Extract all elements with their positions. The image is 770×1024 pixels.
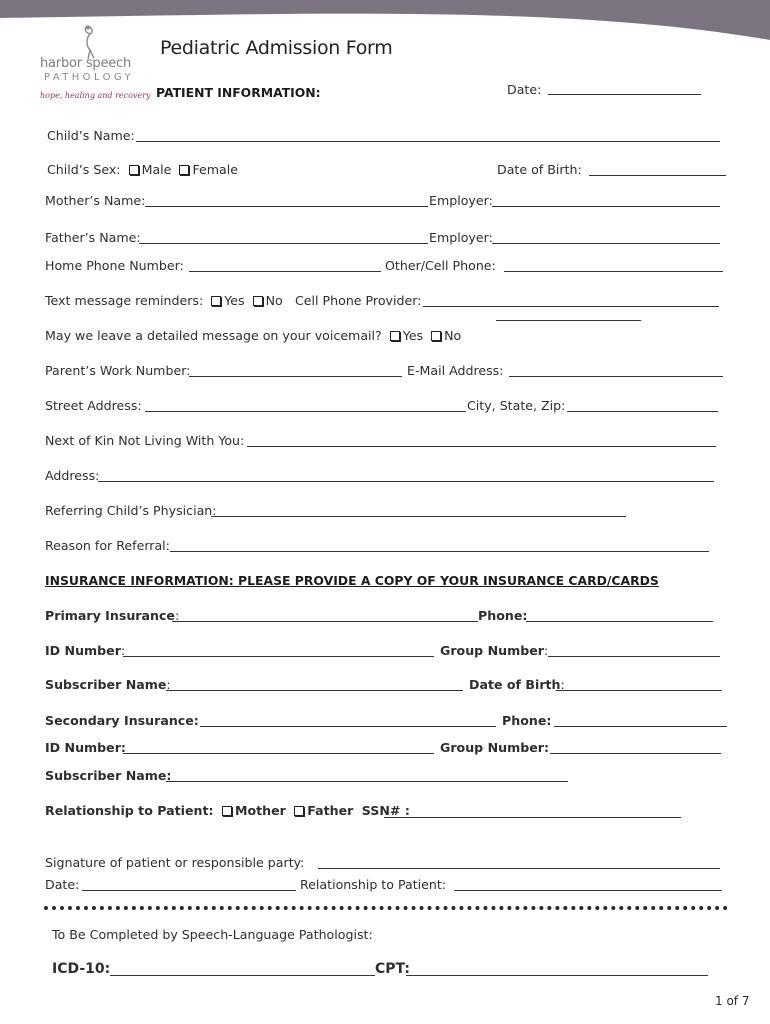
other-phone-field[interactable] <box>504 271 723 272</box>
primary-insurance-label: Primary Insurance <box>45 608 175 623</box>
voicemail-label: May we leave a detailed message on your voicemail? <box>45 328 382 343</box>
mother-name-label: Mother’s Name: <box>45 193 146 208</box>
city-label: City, State, Zip: <box>467 398 566 413</box>
dob-field[interactable] <box>589 175 726 176</box>
home-phone-label: Home Phone Number: <box>45 258 184 273</box>
voicemail-yes-label: Yes <box>402 328 424 343</box>
cell-provider-field[interactable] <box>423 306 719 307</box>
logo-tagline: hope, healing and recovery <box>40 91 151 100</box>
primary-insurance-row <box>45 608 179 624</box>
id-number-2-field[interactable] <box>123 753 434 754</box>
signature-relationship-field[interactable] <box>454 890 722 891</box>
secondary-phone-field[interactable] <box>554 726 727 727</box>
female-checkbox[interactable] <box>179 165 189 175</box>
voicemail-yes-checkbox[interactable] <box>390 331 400 341</box>
male-label: Male <box>141 162 172 177</box>
date-label: Date: <box>507 82 542 97</box>
text-reminders-label: Text message reminders: <box>45 293 204 308</box>
email-label: E-Mail Address: <box>407 363 504 378</box>
signature-label: Signature of patient or responsible party: <box>45 855 305 870</box>
email-field[interactable] <box>509 376 723 377</box>
text-no-label: No <box>265 293 283 308</box>
voicemail-no-label: No <box>444 328 462 343</box>
next-of-kin-field[interactable] <box>247 446 716 447</box>
female-label: Female <box>192 162 238 177</box>
secondary-phone-label: Phone: <box>502 713 552 728</box>
street-label: Street Address: <box>45 398 142 413</box>
sub-dob-row <box>469 677 565 693</box>
city-field[interactable] <box>567 411 718 412</box>
dotted-divider <box>44 906 728 910</box>
relationship-row <box>45 803 410 819</box>
ssn-field[interactable] <box>384 817 681 818</box>
street-field[interactable] <box>145 411 466 412</box>
child-name-label: Child’s Name: <box>47 128 135 143</box>
page-title: Pediatric Admission Form <box>160 37 393 59</box>
father-name-field[interactable] <box>139 243 428 244</box>
secondary-insurance-field[interactable] <box>200 726 496 727</box>
father-name-label: Father’s Name: <box>45 230 141 245</box>
company-logo <box>40 24 151 106</box>
subscriber-label: Subscriber Name <box>45 677 167 692</box>
logo-subtitle: PATHOLOGY <box>44 72 134 83</box>
address-label: Address: <box>45 468 100 483</box>
primary-phone-field[interactable] <box>526 621 713 622</box>
subscriber-2-field[interactable] <box>166 781 568 782</box>
child-sex-label: Child’s Sex: <box>47 162 121 177</box>
id-number-2-label: ID Number: <box>45 740 126 755</box>
next-of-kin-label: Next of Kin Not Living With You: <box>45 433 245 448</box>
child-sex-row <box>47 162 238 178</box>
logo-wordmark: harbor speech <box>40 56 132 71</box>
date-field[interactable] <box>548 94 701 95</box>
cell-provider-label: Cell Phone Provider: <box>295 293 422 308</box>
text-reminders-row <box>45 293 283 309</box>
id-number-row <box>45 643 125 659</box>
id-number-label: ID Number <box>45 643 121 658</box>
ssn-label: SSN# : <box>361 803 410 818</box>
signature-field[interactable] <box>318 868 720 869</box>
insurance-heading: INSURANCE INFORMATION: PLEASE PROVIDE A COPY OF YOUR INSURANCE CARD/CARDS <box>45 573 659 588</box>
slp-heading: To Be Completed by Speech-Language Pathologist: <box>52 927 373 942</box>
sub-dob-label: Date of Birth <box>469 677 561 692</box>
reason-label: Reason for Referral: <box>45 538 170 553</box>
group-number-2-label: Group Number: <box>440 740 549 755</box>
sub-dob-field[interactable] <box>556 690 722 691</box>
id-number-colon: : <box>120 643 126 658</box>
reason-field[interactable] <box>170 551 709 552</box>
home-phone-field[interactable] <box>189 271 381 272</box>
parent-work-label: Parent’s Work Number: <box>45 363 191 378</box>
dob-label: Date of Birth: <box>497 162 582 177</box>
voicemail-no-checkbox[interactable] <box>431 331 441 341</box>
signature-date-label: Date: <box>45 877 80 892</box>
group-number-label: Group Number <box>440 643 544 658</box>
text-no-checkbox[interactable] <box>253 296 263 306</box>
primary-insurance-field[interactable] <box>172 621 478 622</box>
male-checkbox[interactable] <box>129 165 139 175</box>
primary-insurance-colon: : <box>174 608 180 623</box>
page-number: 1 of 7 <box>715 994 750 1008</box>
parent-work-field[interactable] <box>189 376 402 377</box>
subscriber-field[interactable] <box>166 690 463 691</box>
signature-date-field[interactable] <box>82 890 296 891</box>
father-employer-label: Employer: <box>429 230 493 245</box>
heron-icon <box>78 24 106 60</box>
cell-provider-field-2[interactable] <box>496 320 641 321</box>
signature-relationship-label: Relationship to Patient: <box>300 877 447 892</box>
group-number-colon: : <box>543 643 549 658</box>
group-number-row <box>440 643 548 659</box>
patient-info-heading: PATIENT INFORMATION: <box>156 85 321 100</box>
text-yes-checkbox[interactable] <box>211 296 221 306</box>
text-yes-label: Yes <box>224 293 245 308</box>
icd-label: ICD-10: <box>52 961 111 977</box>
address-field[interactable] <box>98 481 714 482</box>
cpt-field[interactable] <box>406 975 708 976</box>
id-number-field[interactable] <box>123 656 434 657</box>
other-phone-label: Other/Cell Phone: <box>385 258 496 273</box>
mother-label: Mother <box>234 803 286 818</box>
group-number-field[interactable] <box>548 656 720 657</box>
subscriber-colon: : <box>166 677 171 692</box>
icd-field[interactable] <box>110 975 375 976</box>
sub-dob-colon: : <box>560 677 565 692</box>
father-label: Father <box>307 803 354 818</box>
subscriber-row <box>45 677 171 693</box>
mother-employer-label: Employer: <box>429 193 493 208</box>
physician-field[interactable] <box>211 516 626 517</box>
child-name-field[interactable] <box>136 141 720 142</box>
father-checkbox[interactable] <box>294 806 304 816</box>
father-employer-field[interactable] <box>492 243 720 244</box>
voicemail-row <box>45 328 461 344</box>
physician-label: Referring Child’s Physician: <box>45 503 217 518</box>
mother-checkbox[interactable] <box>222 806 232 816</box>
subscriber-2-label: Subscriber Name: <box>45 768 172 783</box>
mother-employer-field[interactable] <box>492 206 720 207</box>
secondary-insurance-label: Secondary Insurance: <box>45 713 199 728</box>
cpt-label: CPT: <box>375 961 410 977</box>
relationship-label: Relationship to Patient: <box>45 803 214 818</box>
group-number-2-field[interactable] <box>550 753 721 754</box>
mother-name-field[interactable] <box>145 206 428 207</box>
primary-phone-label: Phone: <box>478 608 528 623</box>
